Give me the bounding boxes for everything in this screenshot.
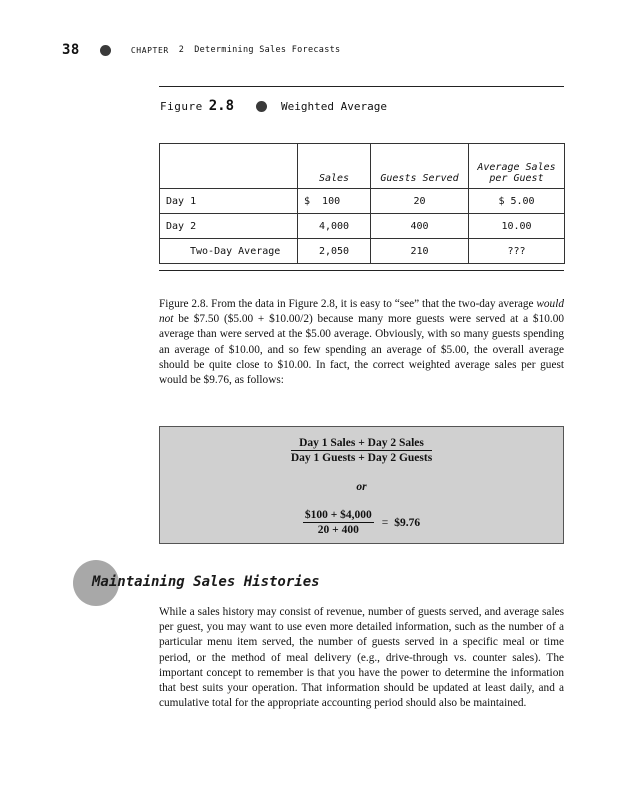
para-emphasis: would not <box>159 298 564 326</box>
row-label: Two-Day Average <box>160 239 298 264</box>
page-number: 38 <box>62 42 80 58</box>
formula-denominator: Day 1 Guests + Day 2 Guests <box>290 452 433 464</box>
explanation-paragraph <box>159 297 564 388</box>
formula-numerator: Day 1 Sales + Day 2 Sales <box>291 437 432 451</box>
table-row <box>160 214 565 239</box>
bullet-icon <box>100 45 111 56</box>
chapter-title: Determining Sales Forecasts <box>194 45 341 55</box>
chapter-label <box>131 46 169 55</box>
section-title: Maintaining Sales Histories <box>92 574 320 590</box>
section-body-paragraph: While a sales history may consist of revenue, number of guests served, and average sales per guest, you may want to use even more detailed information, such as the number of a particular menu item served, the number of guests served in a specific meal or time period, or the method of meal delivery (e.g., drive-through vs. counter sales). The important concept to remember is that you have the power to determine the information that best suits your operation. That information should be updated at least daily, and a cumulative total for the appropriate accounting period should also be maintained. <box>159 606 564 710</box>
formula-result: $9.76 <box>394 516 421 529</box>
formula-fraction <box>160 437 563 464</box>
guests-cell: 20 <box>371 189 469 214</box>
avg-cell: ??? <box>469 239 565 264</box>
numeric-numerator: $100 + $4,000 <box>304 509 372 521</box>
numeric-denominator: 20 + 400 <box>317 524 359 536</box>
table-header-avg <box>469 144 565 189</box>
row-label: Day 2 <box>160 214 298 239</box>
bullet-icon <box>256 101 267 112</box>
sales-cell: 2,050 <box>298 239 371 264</box>
table-header-row <box>160 144 565 189</box>
avg-cell: 10.00 <box>469 214 565 239</box>
table-row <box>160 189 565 214</box>
para-rest: be $7.50 ($5.00 + $10.00/2) because many more guests were served at a $10.00 average than were served at the $5.00 average. Obviously, with so many guests spending an average of $10.00, and so few spending an average of $5.00, the overall average should be quite close to $10.00. In fact, the correct weighted average sales per guest would be $9.76, as follows: <box>159 313 564 387</box>
sales-cell: 4,000 <box>298 214 371 239</box>
figure-number: 2.8 <box>208 98 235 114</box>
running-header <box>62 40 340 60</box>
figure-bottom-rule <box>159 270 564 271</box>
guests-cell: 210 <box>371 239 469 264</box>
equals-sign: = <box>381 516 389 529</box>
para-lead: Figure 2.8. From the data in Figure 2.8, it is easy to “see” that the two-day average <box>159 298 537 310</box>
chapter-number: 2 <box>178 45 185 55</box>
formula-or: or <box>356 481 367 493</box>
formula-box <box>159 426 564 544</box>
table-row <box>160 239 565 264</box>
chapter-label-text: CHAPTER <box>130 45 169 55</box>
guests-cell: 400 <box>371 214 469 239</box>
header-avg-line2: per Guest <box>489 173 544 184</box>
figure-label: Figure <box>160 99 203 113</box>
table-header-sales: Sales <box>298 144 371 189</box>
row-label: Day 1 <box>160 189 298 214</box>
figure-caption <box>160 98 387 114</box>
sales-cell: $ 100 <box>298 189 371 214</box>
header-avg-line1: Average Sales <box>477 162 556 173</box>
table-header-empty <box>160 144 298 189</box>
avg-cell: $ 5.00 <box>469 189 565 214</box>
table-header-guests: Guests Served <box>371 144 469 189</box>
numeric-formula <box>160 509 563 536</box>
weighted-average-table <box>159 143 565 264</box>
figure-title: Weighted Average <box>281 99 388 113</box>
figure-top-rule <box>159 86 564 87</box>
